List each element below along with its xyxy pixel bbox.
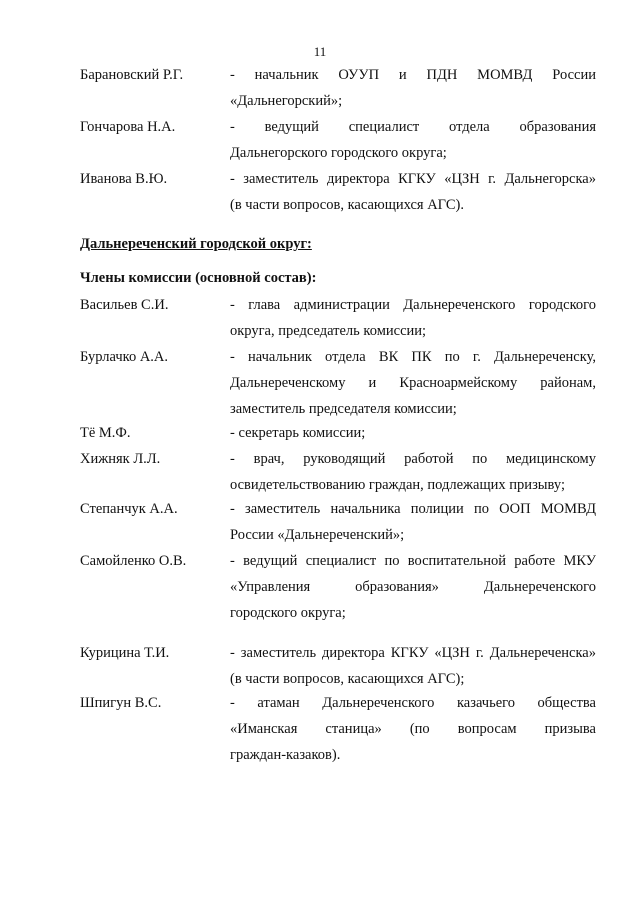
member-role-line: (в части вопросов, касающихся АГС).	[230, 197, 465, 213]
member-role-line: - ведущий специалист по воспитательной работе МКУ	[230, 553, 596, 569]
members-heading: Члены комиссии (основной состав):	[80, 270, 317, 286]
member-name: Гончарова Н.А.	[80, 119, 176, 135]
member-role	[230, 496, 596, 548]
member-role-line: городского округа;	[230, 605, 346, 621]
member-role	[230, 548, 596, 626]
member-role-line: - врач, руководящий работой по медицинскому	[230, 451, 596, 467]
district-heading: Дальнереченский городской округ:	[80, 236, 312, 252]
member-name: Самойленко О.В.	[80, 553, 187, 569]
member-role-line: - ведущий специалист отдела образования	[230, 119, 596, 135]
member-role-line: освидетельствованию граждан, подлежащих призыву;	[230, 477, 565, 493]
member-name: Иванова В.Ю.	[80, 171, 168, 187]
member-role-line: - заместитель начальника полиции по ООП МОМВД	[230, 501, 596, 517]
member-role	[230, 344, 596, 422]
member-role-line: - начальник отдела ВК ПК по г. Дальнереченску,	[230, 349, 596, 365]
member-role-line: «Дальнегорский»;	[230, 93, 343, 109]
member-role-line: округа, председатель комиссии;	[230, 323, 427, 339]
member-role	[230, 62, 596, 114]
member-role	[230, 690, 596, 768]
member-role-line: заместитель председателя комиссии;	[230, 401, 457, 417]
member-role	[230, 640, 596, 692]
member-role-line: «Иманская станица» (по вопросам призыва	[230, 721, 596, 737]
member-role	[230, 114, 596, 166]
member-name: Хижняк Л.Л.	[80, 451, 161, 467]
member-name: Шпигун В.С.	[80, 695, 162, 711]
member-role	[230, 166, 596, 218]
member-name: Курицина Т.И.	[80, 645, 170, 661]
page-number: 11	[313, 44, 327, 59]
member-role-line: Дальнереченскому и Красноармейскому районам,	[230, 375, 596, 391]
member-role-line: - начальник ОУУП и ПДН МОМВД России	[230, 67, 596, 83]
member-role-line: (в части вопросов, касающихся АГС);	[230, 671, 465, 687]
member-role-line: Дальнегорского городского округа;	[230, 145, 447, 161]
member-role	[230, 446, 596, 498]
member-role	[230, 420, 596, 446]
member-role-line: России «Дальнереченский»;	[230, 527, 405, 543]
member-role-line: - заместитель директора КГКУ «ЦЗН г. Дальнегорска»	[230, 171, 596, 187]
member-role-line: «Управления образования» Дальнереченского	[230, 579, 596, 595]
member-name: Барановский Р.Г.	[80, 67, 184, 83]
member-name: Бурлачко А.А.	[80, 349, 169, 365]
member-role-line: - заместитель директора КГКУ «ЦЗН г. Дальнереченска»	[230, 645, 596, 661]
member-role-line: - секретарь комиссии;	[230, 425, 366, 441]
member-role-line: - атаман Дальнереченского казачьего общества	[230, 695, 596, 711]
member-name: Тё М.Ф.	[80, 425, 131, 441]
member-role	[230, 292, 596, 344]
member-role-line: граждан-казаков).	[230, 747, 341, 763]
member-name: Васильев С.И.	[80, 297, 169, 313]
member-name: Степанчук А.А.	[80, 501, 178, 517]
member-role-line: - глава администрации Дальнереченского городского	[230, 297, 596, 313]
